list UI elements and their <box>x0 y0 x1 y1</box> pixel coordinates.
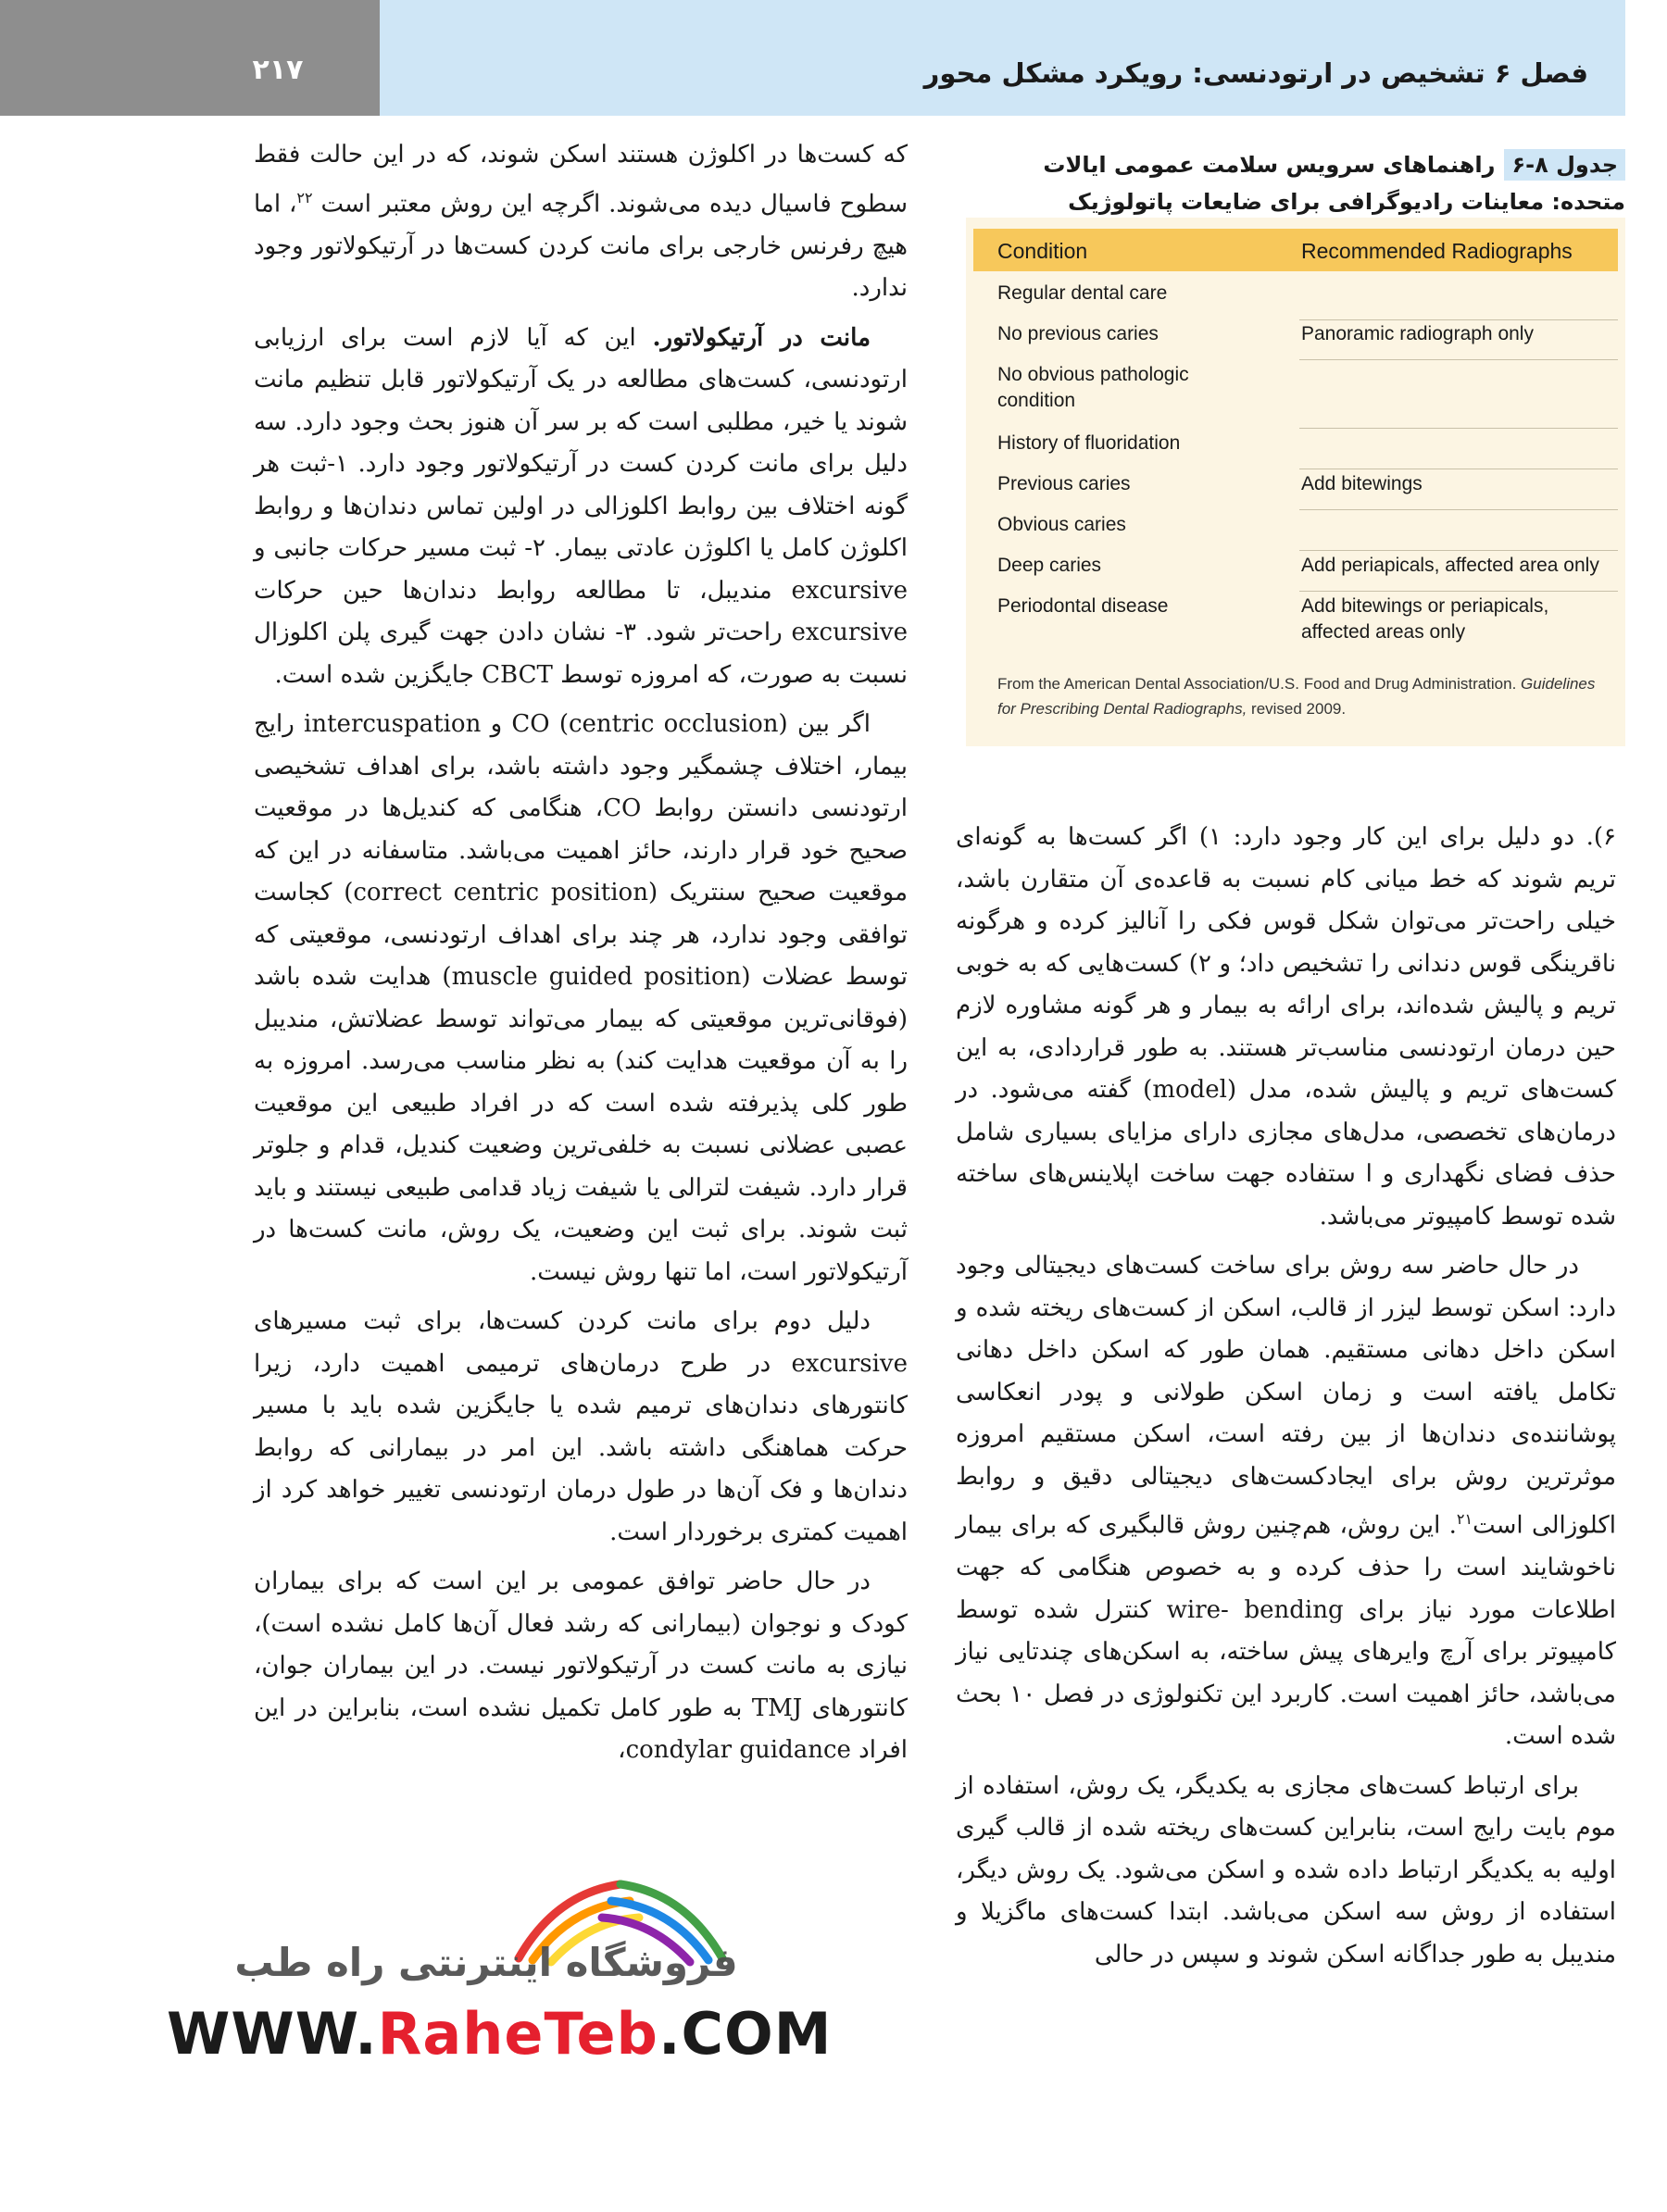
table-cell-condition: Deep caries <box>997 555 1102 576</box>
table-cell-recommendation: Panoramic radiograph only <box>1301 323 1534 344</box>
paragraph: ۶). دو دلیل برای این کار وجود دارد: ۱) اگر کست‌ها به گونه‌ای تریم شوند که خط میانی کام نسبت به قاعده‌ی آن متقارن باشد، خیلی راحت‌تر می‌توان شکل قوس فکی را آنالیز کرده و هرگونه ناقرینگی قوس دندانی را تشخیص داد؛ و ۲) کست‌هایی که به خوبی تریم و پالیش شده‌اند، برای ارائه به بیمار و هر گونه مشاوره لازم حین درمان ارتودنسی مناسب‌تر هستند. به طور قراردادی، به این کست‌های تریم و پالیش شده، مدل (model) گفته می‌شود. در درمان‌های تخصصی، مدل‌های مجازی دارای مزایای بسیاری شامل حذف فضای نگهداری و ا ستفاده جهت ساخت اپلاینس‌های ساخته شده توسط کامپیوتر می‌باشد. <box>956 823 1617 1231</box>
table-caption <box>972 146 1625 220</box>
paragraph <box>254 318 908 697</box>
table-cell-condition <box>997 362 1229 414</box>
left-text-column <box>254 134 908 1772</box>
reference-marker: ۲۲ <box>296 188 313 206</box>
chapter-title: فصل ۶ تشخیص در ارتودنسی: رویکرد مشکل محور <box>923 57 1588 89</box>
row-divider <box>1299 359 1618 360</box>
table-source-note <box>997 671 1609 721</box>
table-cell-condition: Previous caries <box>997 473 1131 494</box>
reference-marker: ۲۱ <box>1456 1510 1473 1528</box>
table-cell-condition: No previous caries <box>997 323 1159 344</box>
paragraph-text: در حال حاضر سه روش برای ساخت کست‌های دیجیتالی وجود دارد: اسکن توسط لیزر از قالب، اسکن از کست‌های ریخته شده و اسکن داخل دهانی مستقیم. همان طور که اسکن داخل دهانی تکامل یافته است و زمان اسکن طولانی و پودر انعکاسی پوشاننده‌ی دندان‌ها از بین رفته است، اسکن مستقیم امروزه موثرترین روش برای ایجادکست‌های دیجیتالی دقیق و روابط اکلوزالی است <box>956 1252 1616 1540</box>
paragraph: برای ارتباط کست‌های مجازی به یکدیگر، یک روش، استفاده از موم بایت رایج است، بنابراین کست‌های ریخته شده از قالب گیری اولیه به یکدیگر ارتباط داده شده و اسکن می‌شود. یک روش دیگر، استفاده از روش سه اسکن می‌باشد. ابتدا کست‌های ماگزیلا و مندیبل به طور جداگانه اسکن شوند و سپس در حالی <box>956 1771 1616 1968</box>
row-divider <box>1299 591 1618 592</box>
table-number: جدول ۸-۶ <box>1504 149 1625 181</box>
watermark-store-name: فروشگاه اینترنتی راه طب <box>234 1940 738 1985</box>
source-title: Guidelines for Prescribing Dental Radiographs, <box>997 675 1596 718</box>
url-prefix: WWW. <box>167 2000 378 2068</box>
table-header-row <box>973 229 1618 271</box>
source-text: From the American Dental Association/U.S. Food and Drug Administration. <box>997 675 1522 693</box>
paragraph-text: . این روش، هم‌چنین روش قالبگیری که برای بیمار ناخوشایند است را حذف کرده و به خصوص هنگامی که جهت اطلاعات مورد نیاز برای wire- bending کنترل شده توسط کامپیوتر برای آرچ وایرهای پیش ساخته، به اسکن‌های چندتایی نیاز می‌باشد، حائز اهمیت است. کاربرد این تکنولوژی در فصل ۱۰ بحث شده است. <box>956 1511 1616 1751</box>
row-divider <box>1299 319 1618 320</box>
right-text-column <box>956 817 1616 1976</box>
paragraph: در حال حاضر توافق عمومی بر این است که برای بیماران کودک و نوجوان (بیمارانی که رشد فعال آن‌ها کامل نشده است)، نیازی به مانت کست در آرتیکولاتور نیست. در این بیماران جوان، کانتورهای TMJ به طور کامل تکمیل نشده است، بنابراین در این افراد condylar guidance، <box>254 1568 909 1765</box>
page-number: ۲۱۷ <box>252 54 304 86</box>
table-cell-recommendation: Add periapicals, affected area only <box>1301 555 1599 576</box>
rahe-teb-watermark <box>167 1856 833 2069</box>
table-cell-condition: History of fluoridation <box>997 432 1181 454</box>
paragraph-text: که کست‌ها در اکلوژن هستند اسکن شوند، که در این حالت فقط سطوح فاسیال دیده می‌شوند. اگرچه این روش معتبر است <box>254 141 908 219</box>
paragraph-text: ، اما هیچ رفرنس خارجی برای مانت کردن کست‌ها در آرتیکولاتور وجود ندارد. <box>254 190 908 303</box>
watermark-url <box>167 2000 832 2068</box>
paragraph <box>254 134 908 310</box>
table-cell-condition: Periodontal disease <box>997 595 1169 617</box>
table-header-condition: Condition <box>997 239 1088 263</box>
table-cell-condition-text: No obvious pathologic condition <box>997 364 1189 411</box>
paragraph: دلیل دوم برای مانت کردن کست‌ها، برای ثبت مسیرهای excursive در طرح درمان‌های ترمیمی اهمیت دارد، زیرا کانتورهای دندان‌های ترمیم شده یا جایگزین شده باید با مسیر حرکت هماهنگی داشته باشد. این امر در بیمارانی که روابط دندان‌ها و فک آن‌ها در طول درمان ارتودنسی تغییر خواهد کرد از اهمیت کمتری برخوردار است. <box>254 1307 908 1546</box>
row-divider <box>1299 550 1618 551</box>
row-divider <box>1299 509 1618 510</box>
row-divider <box>1299 428 1618 429</box>
table-cell-recommendation: Add bitewings <box>1301 473 1423 494</box>
paragraph-text: این که آیا لازم است برای ارزیابی ارتودنسی، کست‌های مطالعه در یک آرتیکولاتور قابل تنظیم مانت شوند یا خیر، مطلبی است که بر سر آن هنوز بحث وجود دارد. سه دلیل برای مانت کردن کست در آرتیکولاتور وجود دارد. ۱-ثبت هر گونه اختلاف بین روابط اکلوزالی در اولین تماس دندان‌ها و روابط اکلوژن کامل یا اکلوژن عادتی بیمار. ۲- ثبت مسیر حرکات جانبی و excursive مندیبل، تا مطالعه روابط دندان‌ها حین حرکات excursive راحت‌تر شود. ۳- نشان دادن جهت گیری پلن اکلوزال نسبت به صورت، که امروزه توسط CBCT جایگزین شده است. <box>254 323 909 689</box>
paragraph: اگر بین CO (centric occlusion) و intercuspation رایج بیمار، اختلاف چشمگیر وجود داشته باشد، برای اهداف تشخیصی ارتودنسی دانستن روابط CO، هنگامی که کندیل‌ها در موقعیت صحیح خود قرار دارند، حائز اهمیت می‌باشد. متاسفانه در این که موقعیت صحیح سنتریک (correct centric position) کجاست توافقی وجود ندارد، هر چند برای اهداف ارتودنسی، موقعیتی که توسط عضلات (muscle guided position) هدایت شده باشد (فوقانی‌ترین موقعیتی که بیمار می‌تواند توسط عضلاتش، مندیبل را به آن موقعیت هدایت کند) به نظر مناسب می‌رسد. امروزه به طور کلی پذیرفته شده است که در افراد طبیعی این موقعیت عصبی عضلانی نسبت به خلفی‌ترین وضعیت کندیل، قدام و جلوتر قرار دارد. شیفت لترالی یا شیفت زیاد قدامی طبیعی نیستند و باید ثبت شوند. برای ثبت این وضعیت، یک روش، مانت کست‌ها در آرتیکولاتور است، اما تنها روش نیست. <box>254 710 909 1286</box>
radiograph-guidelines-table <box>966 218 1625 746</box>
paragraph <box>956 1245 1616 1758</box>
table-header-recommended: Recommended Radiographs <box>1301 239 1573 263</box>
table-cell-condition: Regular dental care <box>997 282 1168 304</box>
table-caption-text: راهنماهای سرویس سلامت عمومی ایالات متحده: معاینات رادیوگرافی برای ضایعات پاتولوژیک <box>1043 152 1625 215</box>
url-suffix: .COM <box>658 2000 833 2068</box>
table-cell-recommendation: Add bitewings or periapicals, affected areas only <box>1301 595 1549 643</box>
url-brand: RaheTeb <box>377 2000 658 2068</box>
header-chapter-block <box>380 0 1625 116</box>
source-revision: revised 2009. <box>1247 700 1347 718</box>
section-heading: مانت در آرتیکولاتور. <box>652 323 871 352</box>
table-cell-condition: Obvious caries <box>997 514 1126 535</box>
